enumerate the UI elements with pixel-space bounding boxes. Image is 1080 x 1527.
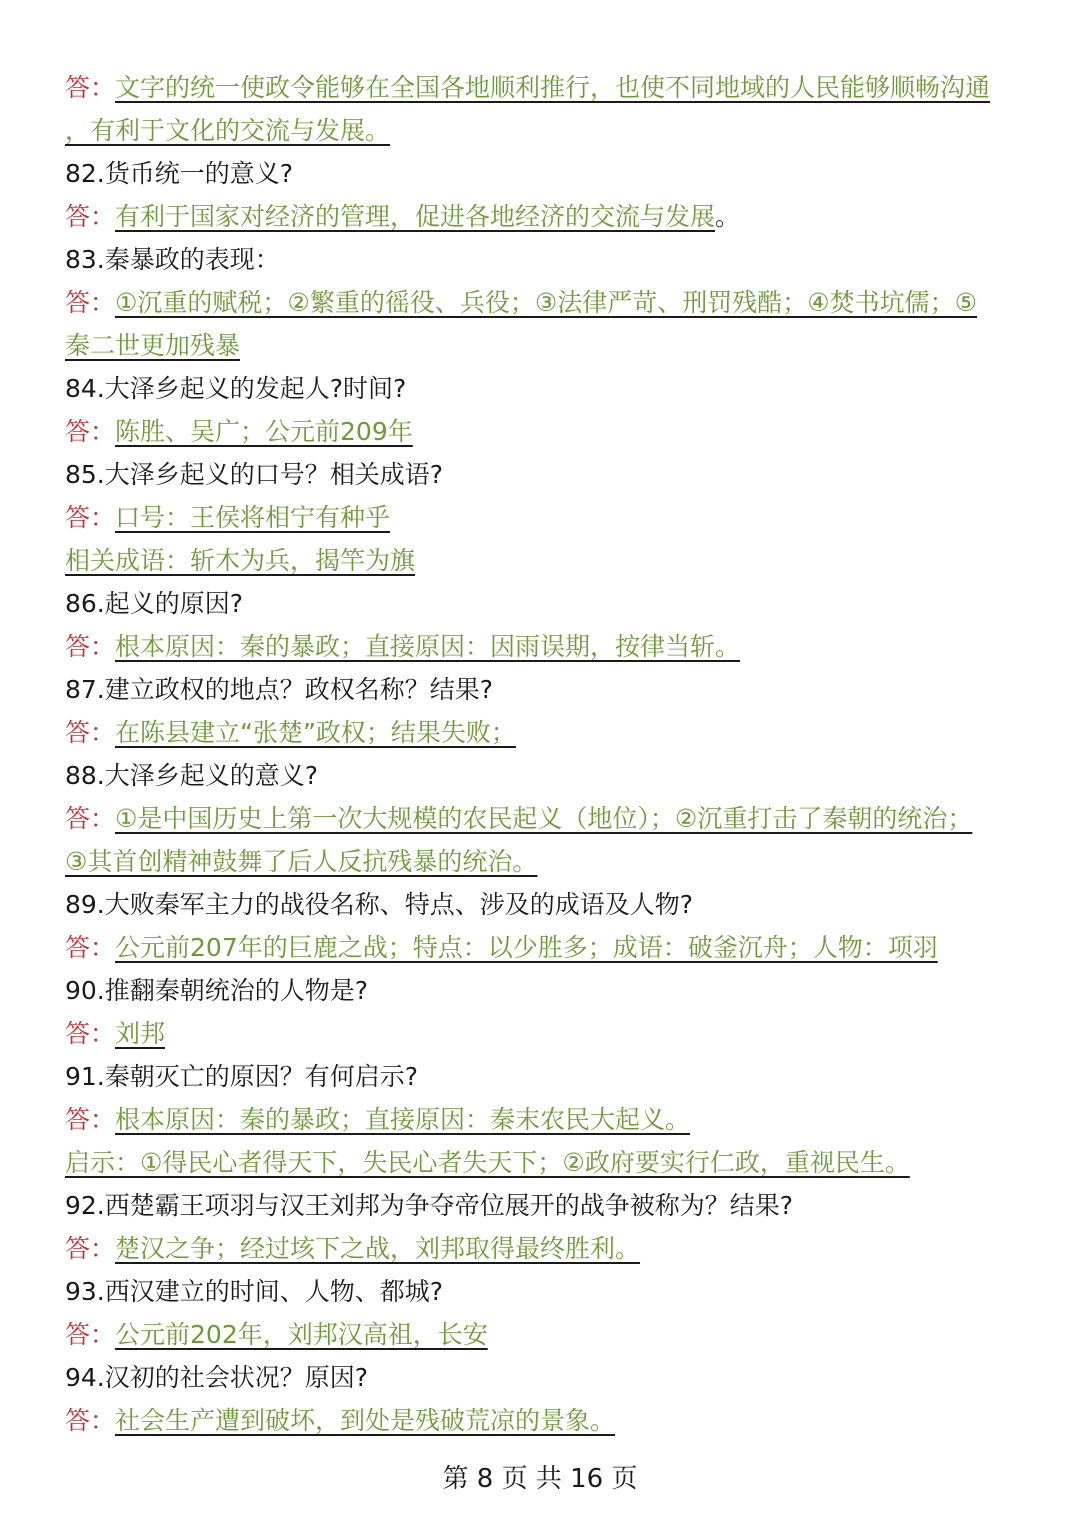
question-text: 93.西汉建立的时间、人物、都城? — [65, 1277, 444, 1306]
answer-label: 答： — [65, 632, 116, 661]
question-line — [65, 453, 1015, 496]
answer-tail: 。 — [715, 202, 741, 231]
answer-label: 答： — [65, 1234, 116, 1263]
answer-line — [65, 496, 1015, 539]
answer-text: 相关成语：斩木为兵，揭竿为旗 — [65, 546, 416, 575]
answer-line — [65, 1227, 1015, 1270]
question-line — [65, 1270, 1015, 1313]
question-text: 90.推翻秦朝统治的人物是? — [65, 976, 369, 1005]
question-text: 83.秦暴政的表现： — [65, 245, 280, 274]
answer-text: 陈胜、吴广；公元前209年 — [115, 417, 413, 446]
answer-label: 答： — [65, 1105, 116, 1134]
answer-label: 答： — [65, 73, 116, 102]
answer-line — [65, 625, 1015, 668]
answer-label: 答： — [65, 933, 116, 962]
answer-text: 楚汉之争；经过垓下之战，刘邦取得最终胜利。 — [115, 1234, 641, 1263]
answer-text: 社会生产遭到破坏，到处是残破荒凉的景象。 — [115, 1406, 616, 1435]
question-line — [65, 367, 1015, 410]
answer-text: 有利于国家对经济的管理，促进各地经济的交流与发展 — [115, 202, 716, 231]
answer-text: 在陈县建立“张楚”政权；结果失败； — [115, 718, 516, 747]
question-text: 84.大泽乡起义的发起人?时间? — [65, 374, 407, 403]
answer-text: 秦二世更加残暴 — [65, 331, 241, 360]
question-text: 85.大泽乡起义的口号？相关成语? — [65, 460, 444, 489]
answer-text: ①是中国历史上第一次大规模的农民起义（地位）；②沉重打击了秦朝的统治； — [115, 804, 973, 833]
answer-line — [65, 1012, 1015, 1055]
question-text: 86.起义的原因? — [65, 589, 244, 618]
question-text: 91.秦朝灭亡的原因？有何启示? — [65, 1062, 419, 1091]
question-text: 87.建立政权的地点？政权名称？结果? — [65, 675, 494, 704]
answer-label: 答： — [65, 718, 116, 747]
question-line — [65, 883, 1015, 926]
question-text: 92.西楚霸王项羽与汉王刘邦为争夺帝位展开的战争被称为？结果? — [65, 1191, 794, 1220]
answer-continuation-line — [65, 109, 1015, 152]
answer-continuation-line — [65, 840, 1015, 883]
qa-list — [65, 66, 1015, 1442]
question-line — [65, 1356, 1015, 1399]
question-line — [65, 582, 1015, 625]
question-text: 88.大泽乡起义的意义? — [65, 761, 319, 790]
question-line — [65, 1184, 1015, 1227]
answer-text: 公元前202年，刘邦汉高祖，长安 — [115, 1320, 488, 1349]
answer-text: 刘邦 — [115, 1019, 166, 1048]
answer-label: 答： — [65, 202, 116, 231]
answer-label: 答： — [65, 417, 116, 446]
answer-text: ③其首创精神鼓舞了后人反抗残暴的统治。 — [65, 847, 538, 876]
answer-line — [65, 1313, 1015, 1356]
question-line — [65, 152, 1015, 195]
page-footer: 第 8 页 共 16 页 — [442, 1464, 638, 1494]
answer-continuation-line — [65, 324, 1015, 367]
answer-text: 口号：王侯将相宁有种乎 — [115, 503, 391, 532]
question-line — [65, 969, 1015, 1012]
answer-text: 根本原因：秦的暴政；直接原因：秦末农民大起义。 — [115, 1105, 691, 1134]
answer-line — [65, 281, 1015, 324]
answer-label: 答： — [65, 288, 116, 317]
answer-label: 答： — [65, 1019, 116, 1048]
answer-text: 启示：①得民心者得天下，失民心者失天下；②政府要实行仁政，重视民生。 — [65, 1148, 910, 1177]
answer-label: 答： — [65, 1320, 116, 1349]
answer-label: 答： — [65, 804, 116, 833]
question-line — [65, 1055, 1015, 1098]
answer-text: 文字的统一使政令能够在全国各地顺利推行，也使不同地域的人民能够顺畅沟通 — [115, 73, 991, 102]
answer-text: ①沉重的赋税；②繁重的徭役、兵役；③法律严苛、刑罚残酷；④焚书坑儒；⑤ — [115, 288, 978, 317]
answer-line — [65, 410, 1015, 453]
answer-line — [65, 1399, 1015, 1442]
answer-line — [65, 195, 1015, 238]
answer-text: ，有利于文化的交流与发展。 — [65, 116, 391, 145]
question-line — [65, 668, 1015, 711]
question-text: 89.大败秦军主力的战役名称、特点、涉及的成语及人物? — [65, 890, 694, 919]
question-line — [65, 238, 1015, 281]
answer-line — [65, 797, 1015, 840]
answer-text: 根本原因：秦的暴政；直接原因：因雨误期，按律当斩。 — [115, 632, 741, 661]
answer-line — [65, 66, 1015, 109]
answer-label: 答： — [65, 1406, 116, 1435]
answer-continuation-line — [65, 1141, 1015, 1184]
answer-line — [65, 926, 1015, 969]
question-text: 82.货币统一的意义? — [65, 159, 294, 188]
answer-line — [65, 1098, 1015, 1141]
question-line — [65, 754, 1015, 797]
answer-text: 公元前207年的巨鹿之战；特点：以少胜多；成语：破釜沉舟；人物：项羽 — [115, 933, 938, 962]
answer-continuation-line — [65, 539, 1015, 582]
answer-label: 答： — [65, 503, 116, 532]
answer-line — [65, 711, 1015, 754]
question-text: 94.汉初的社会状况？原因? — [65, 1363, 369, 1392]
